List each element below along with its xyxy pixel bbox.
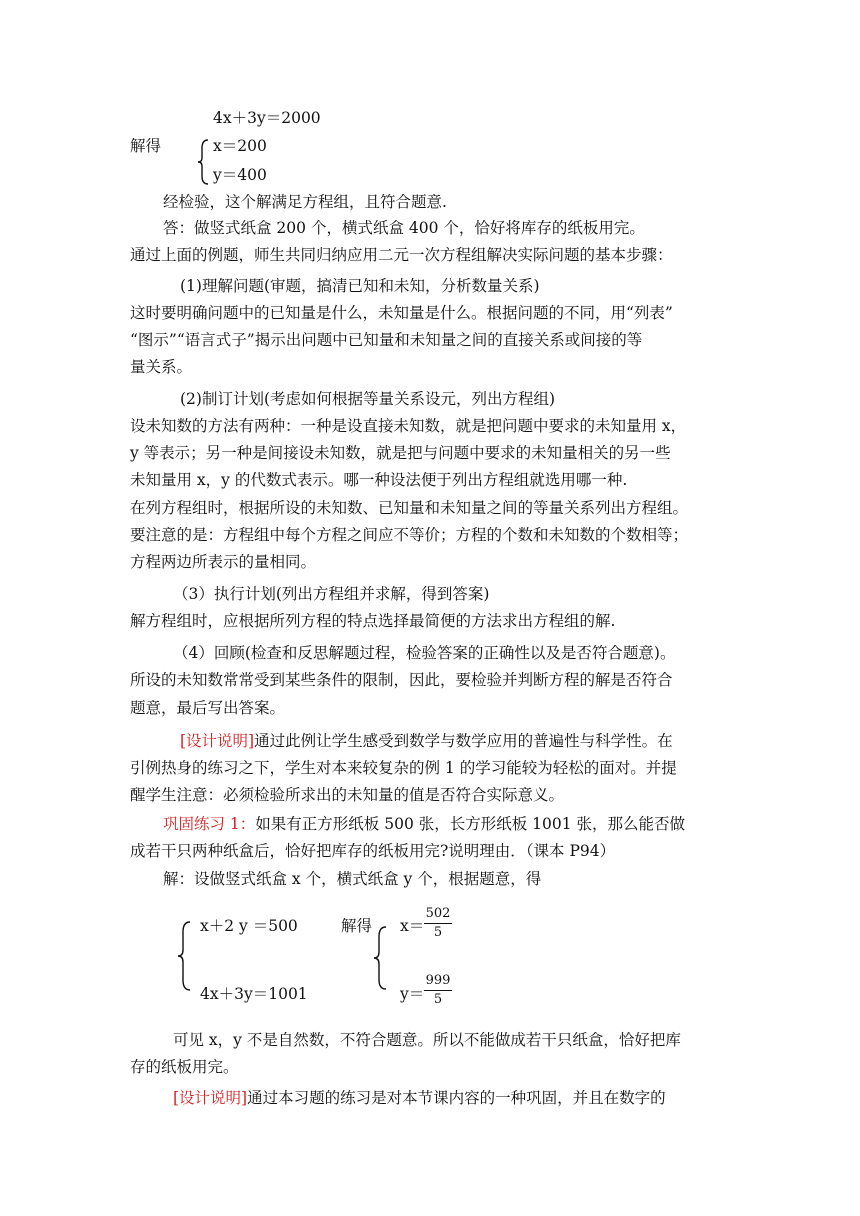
fraction-y: [424, 973, 452, 1008]
fraction-denominator: 5: [433, 992, 443, 1007]
text-line: 在列方程组时，根据所设的未知数、已知量和未知量之间的等量关系列出方程组。: [130, 499, 689, 517]
solution-x: x＝200: [213, 137, 267, 155]
text-line: 引例热身的练习之下，学生对本来较复杂的例 1 的学习能较为轻松的面对。并提: [130, 759, 677, 777]
step-heading-2: (2)制订计划(考虑如何根据等量关系设元，列出方程组): [180, 390, 556, 408]
text-line: 所设的未知数常常受到某些条件的限制，因此，要检验并判断方程的解是否符合: [130, 671, 673, 689]
equation-x-2y-500: x＋2 y ＝500: [200, 917, 298, 935]
text-line: “图示”“语言式子”揭示出问题中已知量和未知量之间的直接关系或间接的等: [130, 331, 643, 349]
text-line: 解方程组时，应根据所列方程的特点选择最简便的方法求出方程组的解.: [130, 612, 616, 630]
text-line: 未知量用 x，y 的代数式表示。哪一种设法便于列出方程组就选用哪一种.: [130, 471, 628, 489]
left-brace-icon: [176, 920, 192, 992]
text-line: 这时要明确问题中的已知量是什么，未知量是什么。根据问题的不同，用“列表”: [130, 304, 673, 322]
text-line: 要注意的是：方程组中每个方程之间应不等价；方程的个数和未知数的个数相等；: [130, 526, 689, 544]
solve-label: 解得: [341, 917, 373, 935]
fraction-numerator: 999: [425, 973, 451, 988]
step-heading-3: （3）执行计划(列出方程组并求解，得到答案): [173, 585, 490, 603]
equation-4x-3y-1001: 4x＋3y＝1001: [200, 985, 308, 1003]
text-line: 经检验，这个解满足方程组，且符合题意.: [163, 193, 447, 211]
fraction-bar: [424, 923, 452, 924]
left-brace-icon: [372, 925, 388, 991]
exercise-label: 巩固练习 1：: [163, 815, 256, 833]
design-note-label: [设计说明]: [173, 1089, 248, 1107]
fraction-numerator: 502: [425, 906, 451, 921]
exercise-line: 巩固练习 1：如果有正方形纸板 500 张，长方形纸板 1001 张，那么能否做: [163, 815, 686, 833]
fraction-x: [424, 906, 452, 941]
text-line: 可见 x，y 不是自然数，不符合题意。所以不能做成若干只纸盒，恰好把库: [173, 1031, 681, 1049]
solution-y: y＝400: [213, 166, 267, 184]
fraction-denominator: 5: [433, 925, 443, 940]
solution-x-prefix: x＝: [400, 917, 425, 935]
solve-label: 解得: [130, 137, 162, 155]
step-heading-1: (1)理解问题(审题，搞清已知和未知，分析数量关系): [180, 277, 540, 295]
design-note-line: [设计说明]通过此例让学生感受到数学与数学应用的普遍性与科学性。在: [180, 732, 673, 750]
text-line: y 等表示；另一种是间接设未知数，就是把与问题中要求的未知量相关的另一些: [130, 444, 671, 462]
text-line: 通过上面的例题，师生共同归纳应用二元一次方程组解决实际问题的基本步骤：: [130, 246, 673, 264]
solution-y-prefix: y＝: [400, 985, 425, 1003]
text-line: 成若干只两种纸盒后，恰好把库存的纸板用完?说明理由．（课本 P94）: [130, 842, 616, 860]
equation-4x-3y-2000: 4x＋3y＝2000: [213, 109, 321, 127]
text-line: 答：做竖式纸盒 200 个，横式纸盒 400 个，恰好将库存的纸板用完。: [163, 219, 645, 237]
text-line: 存的纸板用完。: [130, 1058, 239, 1076]
text-line: 方程两边所表示的量相同。: [130, 553, 317, 571]
design-note-label: [设计说明]: [180, 732, 255, 750]
design-note-line: [设计说明]通过本习题的练习是对本节课内容的一种巩固，并且在数字的: [173, 1089, 666, 1107]
text-line: 设未知数的方法有两种：一种是设直接未知数，就是把问题中要求的未知量用 x，: [130, 417, 687, 435]
text-line: 题意，最后写出答案。: [130, 699, 286, 717]
step-heading-4: （4）回顾(检查和反思解题过程，检验答案的正确性以及是否符合题意)。: [173, 644, 676, 662]
text-line: 解：设做竖式纸盒 x 个，横式纸盒 y 个，根据题意，得: [163, 870, 542, 888]
left-brace-icon: [196, 138, 210, 186]
text-line: 量关系。: [130, 358, 193, 376]
text-line: 醒学生注意：必须检验所求出的未知量的值是否符合实际意义。: [130, 786, 565, 804]
fraction-bar: [424, 990, 452, 991]
